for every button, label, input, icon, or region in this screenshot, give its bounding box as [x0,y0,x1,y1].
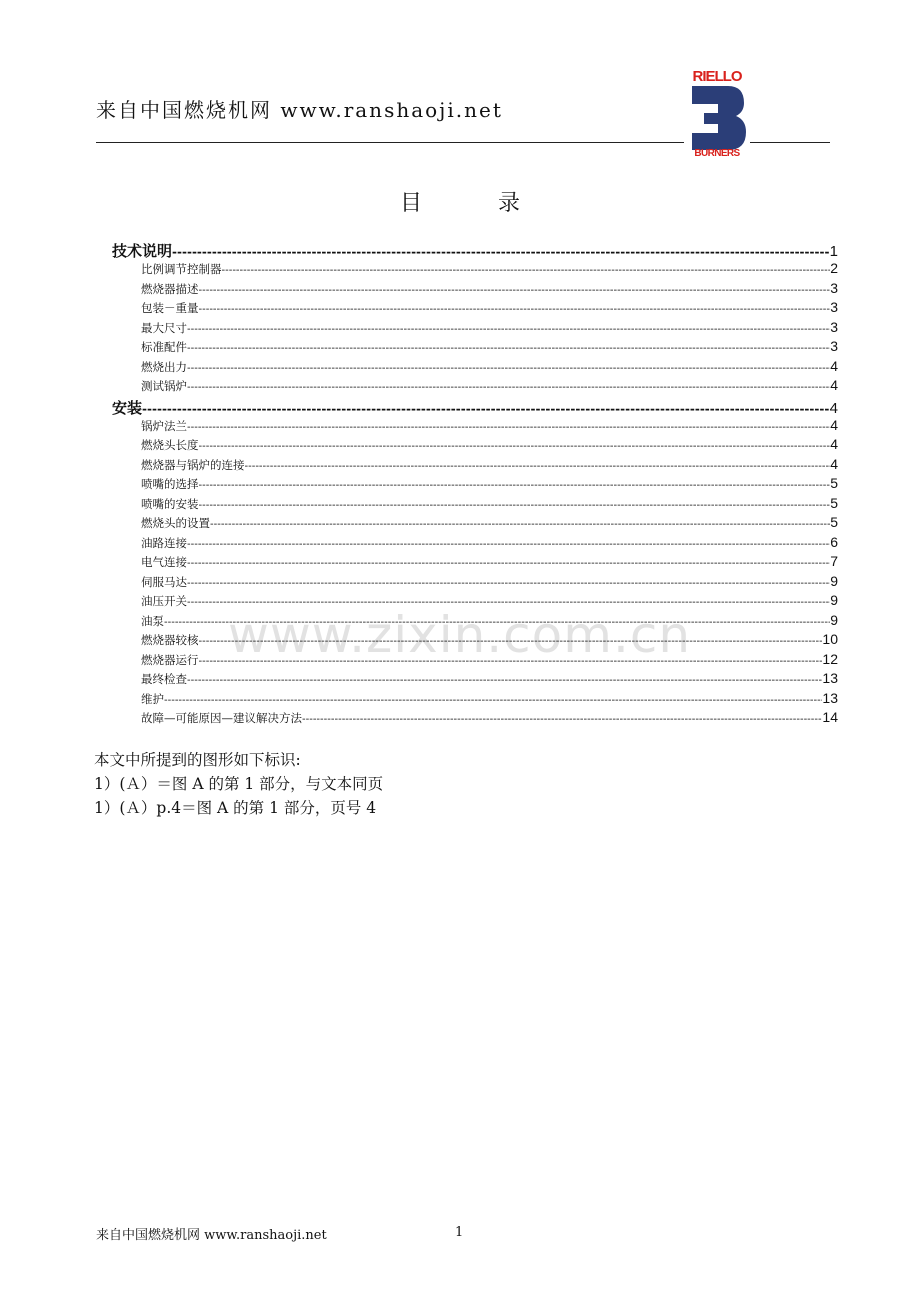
toc-entry-label: 喷嘴的选择 [141,477,199,491]
notes-line: 本文中所提到的图形如下标识: [94,751,301,769]
table-of-contents [110,240,838,729]
toc-entry-page: 3 [830,279,838,296]
toc-leader-dashes [172,245,830,259]
toc-entry[interactable] [110,299,838,319]
toc-entry-page: 2 [830,260,838,276]
toc-leader-dashes [199,500,831,511]
toc-entry-label: 燃烧头的设置 [141,516,210,530]
toc-entry-label: 燃烧器较核 [141,633,199,647]
toc-entry-page: 4 [830,455,838,472]
footer-text: 来自中国燃烧机网 www.ranshaoji.net [96,1228,327,1243]
toc-entry-page: 3 [830,338,838,354]
riello-burners-logo [684,66,750,158]
toc-entry-page: 9 [830,592,838,608]
toc-entry-label: 燃烧器运行 [141,652,199,667]
watermark: www.zixin.com.cn [228,606,692,664]
toc-entry-label: 燃烧出力 [141,359,187,374]
toc-leader-dashes [142,402,830,416]
toc-entry[interactable] [110,456,838,476]
toc-entry-label: 故障—可能原因—建议解决方法 [141,711,302,725]
toc-entry-page: 5 [830,494,838,511]
toc-entry-label: 比例调节控制器 [141,262,222,276]
toc-leader-dashes [199,636,823,647]
toc-leader-dashes [187,422,830,433]
riello-logo-graphic [684,66,750,158]
toc-entry-label: 包装－重量 [141,301,199,315]
notes-line: 1）(Ａ）p.4＝图 A 的第 1 部分，页号 4 [94,799,377,817]
toc-leader-dashes [187,382,830,393]
toc-leader-dashes [187,363,830,374]
logo-bottom-text: BURNERS [694,148,740,158]
logo-top-text: RIELLO [692,68,742,85]
toc-entry[interactable] [110,592,838,612]
toc-entry[interactable] [110,631,838,651]
toc-entry[interactable] [110,417,838,437]
toc-entry-label: 喷嘴的安装 [141,496,199,511]
toc-entry[interactable] [110,280,838,300]
toc-entry-label: 燃烧器与锅炉的连接 [141,457,245,472]
toc-leader-dashes [222,265,831,276]
toc-leader-dashes [199,480,831,491]
figure-notes [94,748,383,820]
toc-entry-page: 1 [829,243,838,260]
toc-entry-page: 14 [822,709,838,725]
toc-entry-label: 锅炉法兰 [141,418,187,433]
toc-leader-dashes [187,343,830,354]
toc-entry-page: 9 [830,572,838,589]
toc-leader-dashes [187,539,830,550]
toc-entry-page: 4 [830,416,838,433]
toc-entry[interactable] [110,690,838,710]
toc-entry[interactable] [110,573,838,593]
toc-entry[interactable] [110,709,838,729]
toc-entry-label: 安装 [112,398,143,417]
toc-entry-page: 10 [822,631,838,647]
toc-entry-page: 4 [830,377,838,393]
toc-leader-dashes [199,656,823,667]
toc-entry-page: 13 [822,670,838,686]
toc-entry[interactable] [110,534,838,554]
toc-entry-label: 最大尺寸 [141,320,187,335]
toc-title-char: 目 [399,191,422,216]
toc-entry-label: 电气连接 [141,555,187,569]
toc-leader-dashes [199,304,831,315]
toc-entry-page: 4 [830,357,838,374]
toc-entry-page: 4 [830,436,838,452]
toc-leader-dashes [245,461,831,472]
toc-entry-page: 5 [830,514,838,530]
toc-entry[interactable] [110,612,838,632]
toc-entry-page: 4 [829,399,838,417]
toc-leader-dashes [187,675,822,686]
toc-entry-label: 燃烧头长度 [141,438,199,452]
toc-entry-label: 测试锅炉 [141,379,187,393]
toc-entry[interactable] [110,495,838,515]
toc-entry-page: 12 [822,650,838,667]
toc-leader-dashes [210,519,830,530]
toc-leader-dashes [199,441,831,452]
toc-entry[interactable] [110,358,838,378]
toc-entry[interactable] [110,436,838,456]
toc-leader-dashes [187,597,830,608]
toc-entry-label: 最终检查 [141,672,187,686]
toc-entry-label: 油路连接 [141,535,187,550]
toc-entry-page: 3 [830,318,838,335]
toc-entry-label: 技术说明 [112,242,173,260]
toc-entry[interactable] [110,670,838,690]
toc-entry[interactable] [110,319,838,339]
toc-entry-label: 燃烧器描述 [141,281,199,296]
footer-page-number: 1 [455,1225,464,1240]
toc-section-entry[interactable] [110,397,838,417]
toc-leader-dashes [302,714,822,725]
toc-section-entry[interactable] [110,240,838,260]
toc-entry-page: 6 [830,533,838,550]
toc-entry-label: 维护 [141,691,164,706]
toc-entry-page: 5 [830,475,838,491]
toc-entry-label: 伺服马达 [141,574,187,589]
toc-entry-label: 标准配件 [141,340,187,354]
toc-entry[interactable] [110,514,838,534]
toc-title-char: 录 [498,191,521,216]
toc-entry[interactable] [110,651,838,671]
toc-entry-label: 油泵 [141,613,164,628]
header-title: 来自中国燃烧机网 www.ranshaoji.net [96,98,503,122]
toc-title [0,186,920,217]
toc-leader-dashes [187,324,830,335]
toc-entry-page: 9 [830,611,838,628]
toc-entry-page: 13 [822,689,838,706]
toc-leader-dashes [187,558,830,569]
toc-entry-label: 油压开关 [141,594,187,608]
toc-leader-dashes [164,617,830,628]
toc-entry-page: 7 [830,553,838,569]
toc-leader-dashes [199,285,831,296]
toc-entry[interactable] [110,475,838,495]
toc-entry[interactable] [110,377,838,397]
notes-line: 1）(Ａ）＝图 A 的第 1 部分，与文本同页 [94,775,384,793]
toc-entry[interactable] [110,338,838,358]
toc-entry-page: 3 [830,299,838,315]
toc-leader-dashes [187,578,830,589]
logo-b-shape [692,86,746,150]
toc-entry[interactable] [110,260,838,280]
toc-entry[interactable] [110,553,838,573]
toc-leader-dashes [164,695,822,706]
